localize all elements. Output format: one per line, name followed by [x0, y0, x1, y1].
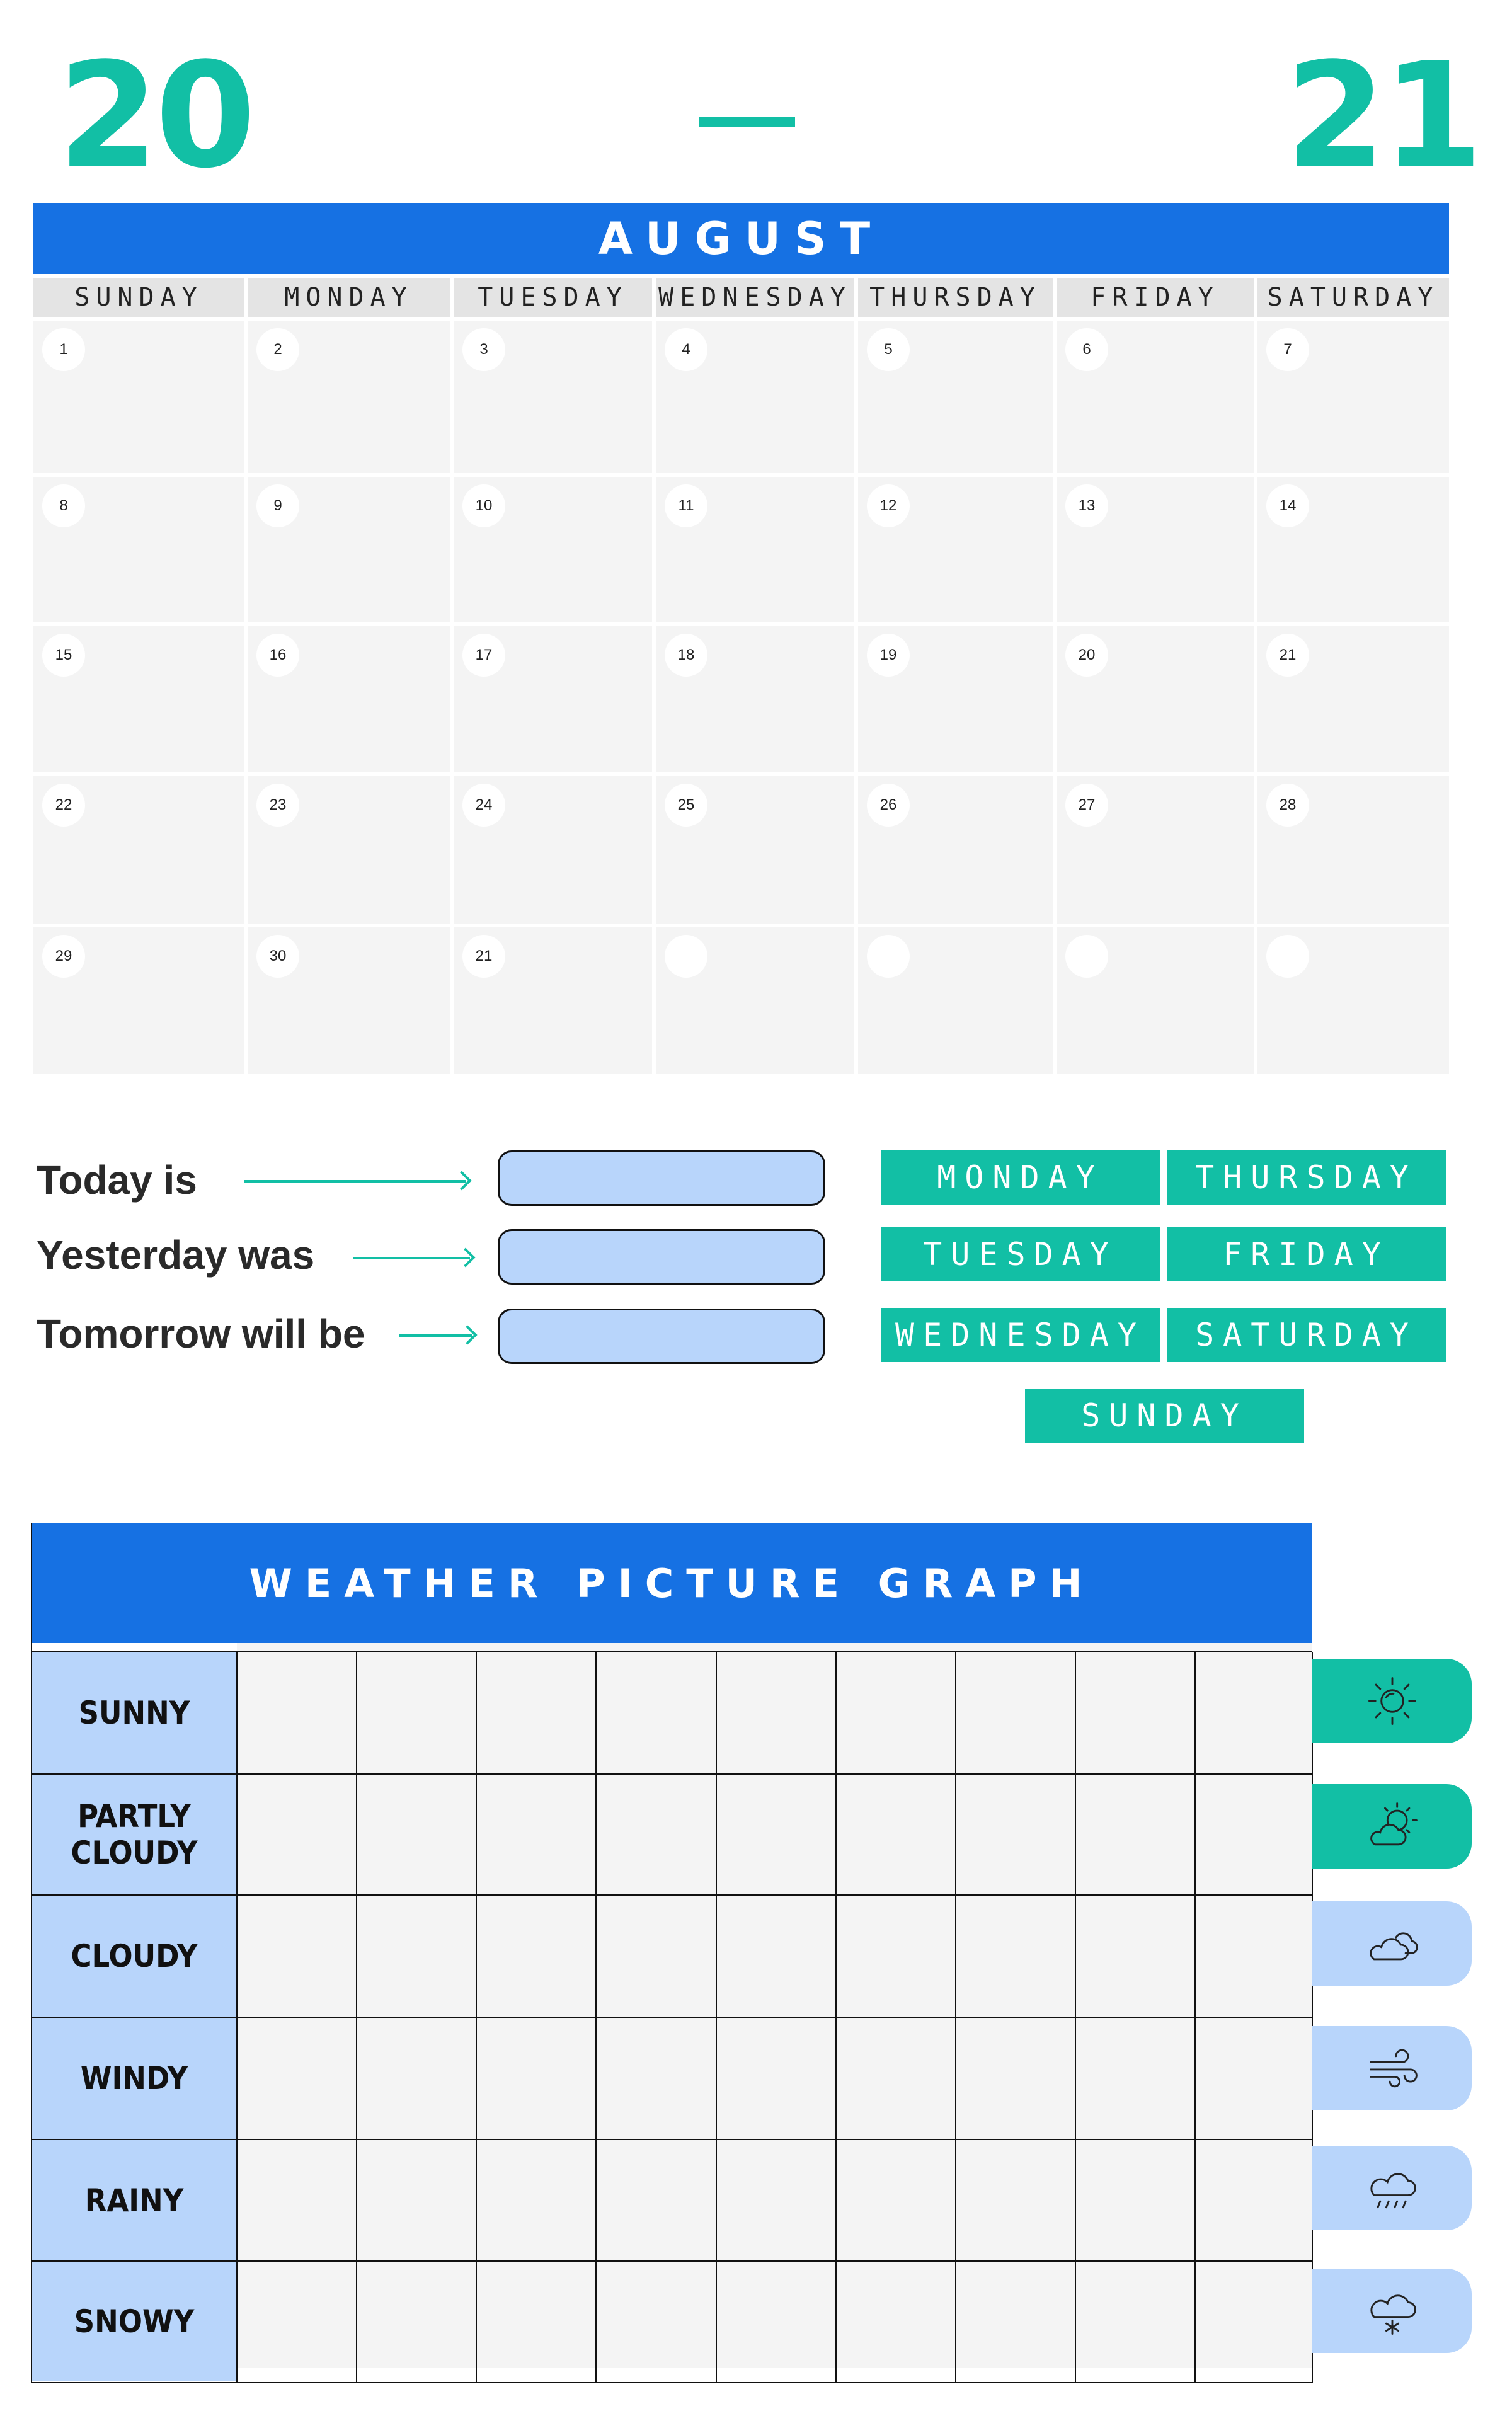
weather-graph-title: WEATHER PICTURE GRAPH — [32, 1523, 1312, 1643]
day-header-thursday: THURSDAY — [858, 278, 1053, 317]
calendar-day-cell[interactable] — [656, 321, 854, 473]
day-number: 23 — [256, 784, 299, 827]
day-number: 7 — [1266, 328, 1309, 371]
calendar-day-cell[interactable] — [454, 927, 652, 1074]
year-right: 21 — [1285, 32, 1480, 200]
partly-cloudy-tab[interactable] — [1312, 1784, 1472, 1869]
calendar-day-cell[interactable] — [33, 477, 244, 622]
calendar-day-cell[interactable] — [1057, 321, 1254, 473]
grid-border — [31, 1523, 32, 2383]
calendar-day-cell[interactable] — [858, 626, 1053, 772]
weather-row-label-rainy: RAINY — [32, 2139, 237, 2261]
day-number: 8 — [42, 484, 85, 527]
day-number: 22 — [42, 784, 85, 827]
calendar-day-cell[interactable] — [858, 927, 1053, 1074]
calendar-day-cell[interactable] — [1057, 927, 1254, 1074]
day-tag-friday[interactable]: FRIDAY — [1167, 1227, 1446, 1281]
calendar-day-cell[interactable] — [656, 477, 854, 622]
snowy-tab[interactable] — [1312, 2269, 1472, 2353]
day-number — [665, 935, 707, 978]
day-number: 19 — [867, 634, 910, 677]
calendar-day-cell[interactable] — [1057, 776, 1254, 924]
day-number: 21 — [462, 935, 505, 978]
rain-icon — [1362, 2158, 1423, 2218]
calendar-day-cell[interactable] — [1057, 477, 1254, 622]
calendar-day-cell[interactable] — [248, 321, 450, 473]
yesterday-answer-box[interactable] — [498, 1229, 825, 1285]
month-title: AUGUST — [33, 203, 1449, 274]
calendar-day-cell[interactable] — [248, 626, 450, 772]
day-number: 2 — [256, 328, 299, 371]
grid-line — [32, 2260, 1312, 2262]
grid-line — [32, 2382, 1312, 2383]
day-number: 16 — [256, 634, 299, 677]
day-number: 30 — [256, 935, 299, 978]
weather-row-label-cloudy: CLOUDY — [32, 1895, 237, 2017]
day-header-wednesday: WEDNESDAY — [656, 278, 854, 317]
day-number: 28 — [1266, 784, 1309, 827]
day-number — [867, 935, 910, 978]
calendar-day-cell[interactable] — [858, 477, 1053, 622]
day-number: 13 — [1065, 484, 1108, 527]
calendar-day-cell[interactable] — [656, 927, 854, 1074]
grid-line — [476, 1652, 477, 2383]
day-number: 26 — [867, 784, 910, 827]
day-tag-saturday[interactable]: SATURDAY — [1167, 1308, 1446, 1362]
day-number: 12 — [867, 484, 910, 527]
partly-cloudy-icon — [1362, 1796, 1423, 1857]
calendar-day-cell[interactable] — [454, 776, 652, 924]
day-number: 29 — [42, 935, 85, 978]
calendar-day-cell[interactable] — [248, 776, 450, 924]
sunny-tab[interactable] — [1312, 1659, 1472, 1743]
calendar-day-cell[interactable] — [1257, 626, 1449, 772]
grid-line — [32, 2017, 1312, 2018]
weather-row-label-windy: WINDY — [32, 2017, 237, 2139]
tomorrow-label: Tomorrow will be — [37, 1311, 365, 1356]
day-number: 24 — [462, 784, 505, 827]
weather-row-label-partly-cloudy: PARTLY CLOUDY — [32, 1774, 237, 1895]
yesterday-label: Yesterday was — [37, 1232, 315, 1278]
tomorrow-answer-box[interactable] — [498, 1309, 825, 1364]
sun-icon — [1362, 1671, 1423, 1731]
calendar-day-cell[interactable] — [33, 776, 244, 924]
calendar-day-cell[interactable] — [656, 626, 854, 772]
grid-line — [32, 1894, 1312, 1896]
calendar-day-cell[interactable] — [248, 477, 450, 622]
tomorrow-arrow-icon — [399, 1334, 472, 1337]
calendar-day-cell[interactable] — [248, 927, 450, 1074]
day-number — [1065, 935, 1108, 978]
calendar-day-cell[interactable] — [33, 321, 244, 473]
day-number: 25 — [665, 784, 707, 827]
grid-line — [32, 1773, 1312, 1775]
grid-line — [955, 1652, 956, 2383]
day-number: 5 — [867, 328, 910, 371]
day-number: 10 — [462, 484, 505, 527]
grid-line — [32, 1651, 1312, 1652]
day-number: 20 — [1065, 634, 1108, 677]
calendar-day-cell[interactable] — [33, 626, 244, 772]
day-number: 27 — [1065, 784, 1108, 827]
calendar-day-cell[interactable] — [858, 321, 1053, 473]
snow-icon — [1362, 2281, 1423, 2341]
calendar-day-cell[interactable] — [1257, 776, 1449, 924]
calendar-day-cell[interactable] — [858, 776, 1053, 924]
day-tag-sunday[interactable]: SUNDAY — [1025, 1389, 1304, 1443]
calendar-day-cell[interactable] — [1057, 626, 1254, 772]
day-number: 4 — [665, 328, 707, 371]
calendar-day-cell[interactable] — [656, 776, 854, 924]
yesterday-arrow-icon — [353, 1257, 470, 1259]
day-number: 3 — [462, 328, 505, 371]
calendar-day-cell[interactable] — [1257, 477, 1449, 622]
cloudy-tab[interactable] — [1312, 1901, 1472, 1986]
weather-row-label-sunny: SUNNY — [32, 1652, 237, 1774]
day-header-friday: FRIDAY — [1057, 278, 1254, 317]
cloud-icon — [1362, 1913, 1423, 1974]
rainy-tab[interactable] — [1312, 2146, 1472, 2230]
day-number: 6 — [1065, 328, 1108, 371]
day-header-tuesday: TUESDAY — [454, 278, 652, 317]
day-number: 14 — [1266, 484, 1309, 527]
year-left: 20 — [58, 32, 253, 200]
day-tag-wednesday[interactable]: WEDNESDAY — [881, 1308, 1160, 1362]
windy-tab[interactable] — [1312, 2026, 1472, 2110]
calendar-day-cell[interactable] — [1257, 321, 1449, 473]
grid-line — [595, 1652, 597, 2383]
today-answer-box[interactable] — [498, 1150, 825, 1206]
year-dash — [699, 117, 795, 127]
weather-graph-grid[interactable] — [237, 1643, 1312, 2368]
grid-line — [236, 1652, 238, 2383]
day-header-monday: MONDAY — [248, 278, 450, 317]
day-number: 1 — [42, 328, 85, 371]
today-label: Today is — [37, 1157, 197, 1203]
calendar-day-cell[interactable] — [454, 477, 652, 622]
day-number: 9 — [256, 484, 299, 527]
weather-row-label-snowy: SNOWY — [32, 2261, 237, 2381]
day-number: 17 — [462, 634, 505, 677]
day-tag-thursday[interactable]: THURSDAY — [1167, 1150, 1446, 1205]
calendar-day-cell[interactable] — [33, 927, 244, 1074]
grid-line — [32, 2139, 1312, 2140]
day-number: 15 — [42, 634, 85, 677]
day-number: 21 — [1266, 634, 1309, 677]
calendar-day-cell[interactable] — [454, 321, 652, 473]
calendar-day-cell[interactable] — [454, 626, 652, 772]
day-number: 18 — [665, 634, 707, 677]
grid-line — [356, 1652, 357, 2383]
grid-line — [1194, 1652, 1196, 2383]
day-tag-monday[interactable]: MONDAY — [881, 1150, 1160, 1205]
calendar-day-cell[interactable] — [1257, 927, 1449, 1074]
day-number: 11 — [665, 484, 707, 527]
day-tag-tuesday[interactable]: TUESDAY — [881, 1227, 1160, 1281]
day-header-saturday: SATURDAY — [1257, 278, 1449, 317]
grid-line — [716, 1652, 717, 2383]
grid-line — [1075, 1652, 1076, 2383]
day-number — [1266, 935, 1309, 978]
grid-line — [835, 1652, 837, 2383]
wind-icon — [1362, 2038, 1423, 2099]
day-header-sunday: SUNDAY — [33, 278, 244, 317]
today-arrow-icon — [244, 1180, 466, 1183]
